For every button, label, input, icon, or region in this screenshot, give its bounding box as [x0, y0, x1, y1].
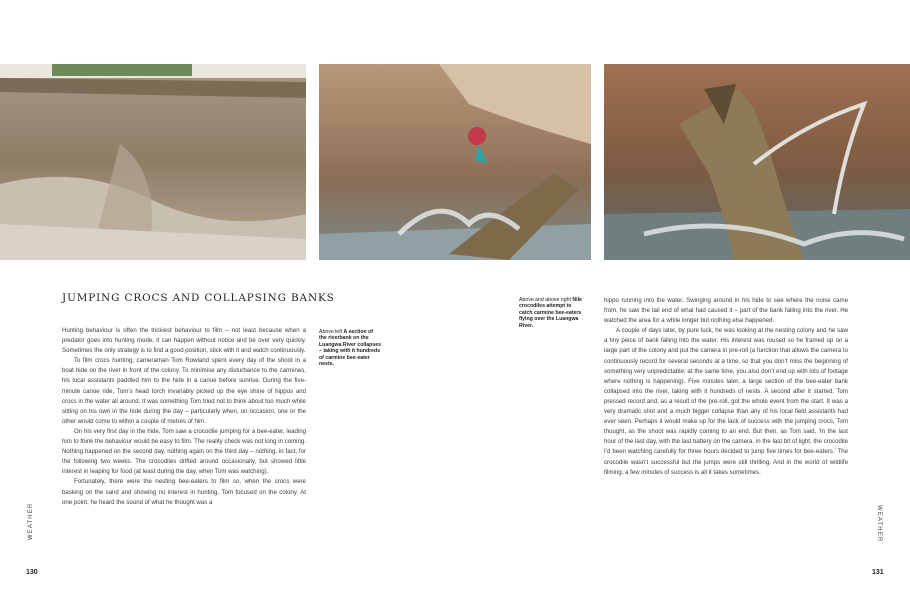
article-heading: JUMPING CROCS AND COLLAPSING BANKS	[62, 292, 335, 304]
caption-text: Nile crocodiles attempt to catch carmine bee-eaters flying over the Luangwa River.	[519, 297, 582, 329]
bee-eater-and-crocodile-photo	[319, 64, 591, 260]
left-body-column	[62, 326, 306, 508]
body-paragraph: Hunting behaviour is often the trickiest behaviour to film – not least because when a predator goes into hunting mode, it can happen without notice and be over very quickly. Sometimes the only strategy is to find a good position, stick with it and watch continuously.	[62, 327, 306, 355]
body-paragraph: hippo running into the water. Swinging around in his hide to see where the noise came from, he saw the tail end of what had caused it – part of the bank falling into the river. He watched the area for a while longer but nothing else happened.	[604, 297, 848, 325]
body-paragraph: A couple of days later, by pure luck, he was looking at the nesting colony and he saw a tiny piece of bank falling into the water. His interest was roused so he framed up on a large part of the colony and put the camera in pre-roll (a function that allows the camera to continuously record for several seconds at a time, so that you don’t miss the beginning of something very unpredictable; at the same time, you also don’t end up with lots of footage where nothing is happening). Five minutes later, a large section of the bee-eater bank collapsed into the river, taking with it hundreds of nests. A second after it started, Tom pressed record and, as a result of the pre-roll, got the whole event from the start. It was a very dramatic shot and a much bigger collapse than any of his local field assistants had ever seen. Perhaps it would make up for the lack of success with the jumping crocs, Tom thought, as the shoot was rapidly coming to an end. But then, as Tom said, ‘In the last hour of the last day, with the last battery on the camera, in the last bit of light, the crocodile I’d been watching carefully for three hours decided to jump five times for bee-eaters.’ The crocodile wasn’t successful but the jumps were still thrilling. And in the world of wildlife filming, a few minutes of success is all it takes sometimes.	[604, 327, 848, 476]
body-paragraph: To film crocs hunting, cameraman Tom Rowland spent every day of the shoot in a boat hide on the river in front of the colony. To minimise any disturbance to the carmines, his local assistants paddled him to the hide in a canoe before sunrise. During the five-minute canoe ride, Tom’s head torch invariably picked up the eye shine of hippos and crocs in the water all around. It was something Tom tried not to think about too much while sitting on his own in the hide during the day – particularly when, on occasion, one or the other would come to within a couple of metres of him.	[62, 357, 306, 425]
riverbank-collapse-photo	[0, 64, 306, 260]
body-paragraph: Fortunately, there were the nesting bee-eaters to film so, when the crocs were basking on the sand and showing no interest in hunting, Tom focused on the colony. At one point, he heard the sound of what he thought was a	[62, 478, 306, 506]
body-paragraph: On his very first day in the hide, Tom saw a crocodile jumping for a bee-eater, leading him to think the behaviour would be easy to film. The reality check was not long in coming. Nothing happened on the second day, nothing again on the third day – nothing, in fact, for the following two weeks. The crocodiles drifted around occasionally, but showed little interest in leaping for food (at least during the day, when Tom was watching).	[62, 427, 306, 476]
section-tab-right: WEATHER	[876, 505, 882, 543]
caption-lead: Above left	[319, 329, 343, 335]
right-body-column	[604, 296, 848, 478]
page-number-right: 131	[872, 569, 884, 576]
photo-caption-right	[519, 297, 583, 329]
photo-caption-left	[319, 329, 381, 367]
caption-text: A section of the riverbank on the Luangwa River collapses – taking with it hundreds of carmine bee-eater nests.	[319, 329, 381, 368]
caption-lead: Above and above right	[519, 297, 571, 303]
page-number-left: 130	[26, 569, 38, 576]
section-tab-left: WEATHER	[28, 502, 34, 540]
jumping-crocodile-photo	[604, 64, 910, 260]
